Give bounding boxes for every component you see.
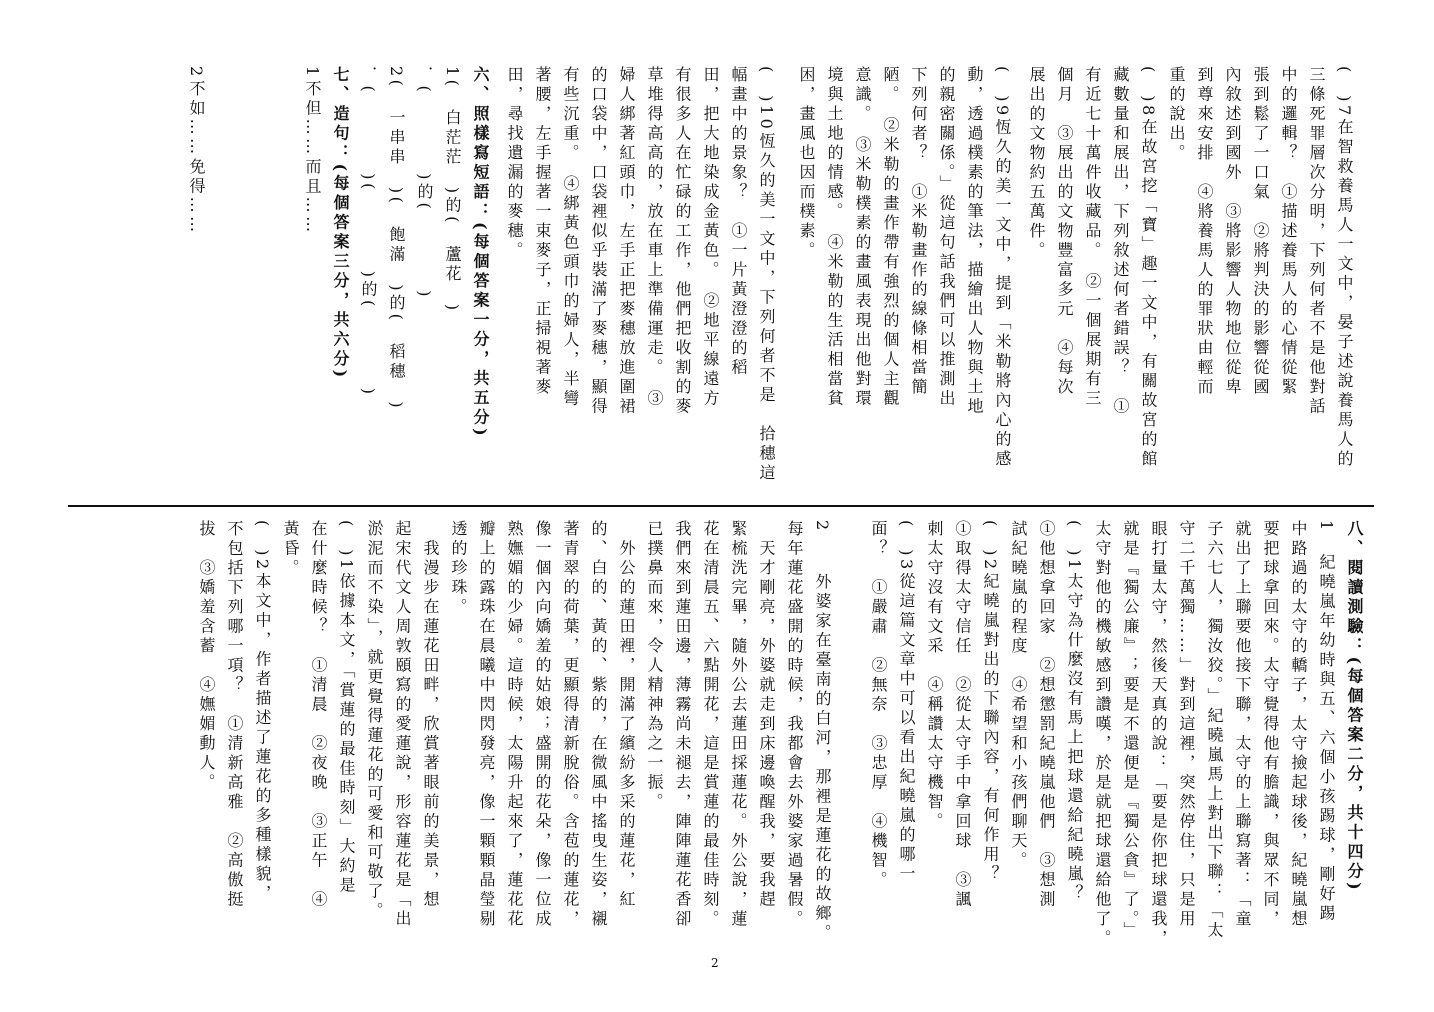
bottom-text-column: 花在清晨五、六點開花，這是賞蓮的最佳時刻。 (701, 520, 720, 930)
top-text-column: 1不但……而且…… (303, 66, 322, 236)
bottom-text-column: 刺太守沒有文采 ④稱讚太守機智。 (925, 520, 944, 832)
bottom-text-column: 熟嫵媚的少婦。這時候，太陽升起來了，蓮花花 (505, 520, 524, 930)
bottom-text-column: 瓣上的露珠在晨曦中閃閃發亮，像一顆顆晶瑩剔 (477, 520, 496, 930)
bottom-text-column: 我漫步在蓮花田畔，欣賞著眼前的美景，想 (421, 520, 440, 910)
bottom-text-column: 要把球拿回來。太守覺得他有膽識，與眾不同， (1261, 520, 1280, 930)
top-text-column: 2( 一串串 )( 飽滿 )的( 稻穗 ) (387, 66, 406, 412)
top-text-column: 個月 ③展出的文物豐富多元 ④每次 (1055, 66, 1074, 398)
top-text-column: ．( )( )的( ) (359, 66, 378, 398)
top-text-column: 田，把大地染成金黃色。 ②地平線遠方 (701, 66, 720, 409)
bottom-text-column: ①取得太守信任 ②從太守手中拿回球 ③諷 (953, 520, 972, 910)
bottom-text-column: 已撲鼻而來，令人精神為之一振。 (645, 520, 664, 813)
top-text-column: 2不如……免得…… (187, 66, 206, 236)
top-text-column: 有近七十萬件收藏品。 ②一個展期有三 (1083, 66, 1102, 409)
bottom-text-column: 像一個內向嬌羞的姑娘；盛開的花朵，像一位成 (533, 520, 552, 930)
bottom-text-column: 就是『獨公廉』；要是不還便是『獨公貪』了。」 (1121, 520, 1140, 941)
bottom-text-column: 拔 ③嬌羞含蓄 ④嫵媚動人。 (197, 520, 216, 793)
bottom-text-column: 起宋代文人周敦頤寫的愛蓮說，形容蓮花是「出 (393, 520, 412, 930)
bottom-text-column: 我們來到蓮田邊，薄霧尚未褪去，陣陣蓮花香卻 (673, 520, 692, 930)
top-text-column: 草堆得高高的，放在車上準備運走。 ③ (645, 66, 664, 409)
bottom-text-column: 面？ ①嚴肅 ②無奈 ③忠厚 ④機智。 (869, 520, 888, 891)
top-text-column: 展出的文物約五萬件。 (1027, 66, 1046, 261)
bottom-text-column: 八、閱讀測驗：(每個答案二分，共十四分) (1345, 520, 1364, 894)
bottom-text-column: 淤泥而不染」，就更覺得蓮花的可愛和可敬了。 (365, 520, 384, 922)
page-number: 2 (711, 956, 719, 970)
bottom-text-column: ①他想拿回家 ②想懲罰紀曉嵐他們 ③想測 (1037, 520, 1056, 910)
top-text-column: 動，透過樸素的筆法，描繪出人物與土地 (965, 66, 984, 417)
bottom-text-column: ( )1太守為什麼沒有馬上把球還給紀曉嵐？ (1065, 520, 1084, 905)
top-text-column: 重的說出。 (1167, 66, 1186, 164)
top-text-column: ．( )的( ) (415, 66, 434, 300)
top-text-column: 著腰，左手握著一束麥子，正掃視著麥 (533, 66, 552, 398)
bottom-text-column: 1 紀曉嵐年幼時與五、六個小孩踢球，剛好踢 (1317, 520, 1336, 924)
top-text-column: 到尊來安排 ④將養馬人的罪狀由輕而 (1195, 66, 1214, 398)
bottom-text-column: 太守對他的機敏感到讚嘆，於是就把球還給他了。 (1093, 520, 1112, 949)
top-text-column: ( )7在智救養馬人一文中，晏子述說養馬人的 (1335, 66, 1354, 470)
bottom-text-column: ( )2紀曉嵐對出的下聯內容，有何作用？ (981, 520, 1000, 885)
top-text-column: 三條死罪層次分明，下列何者不是他對話 (1307, 66, 1326, 417)
bottom-text-column: ( )3從這篇文章中可以看出紀曉嵐的哪一 (897, 520, 916, 885)
bottom-text-column: 每年蓮花盛開的時候，我都會去外婆家過暑假。 (785, 520, 804, 930)
top-text-column: 藏數量和展出，下列敘述何者錯誤？ ① (1111, 66, 1130, 417)
top-text-column: 陋。 ②米勒的畫作帶有強烈的個人主觀 (881, 66, 900, 409)
bottom-text-column: 著青翠的荷葉，更顯得清新脫俗。含苞的蓮花， (561, 520, 580, 930)
top-text-column: 境與土地的情感。 ④米勒的生活相當貧 (825, 66, 844, 409)
bottom-text-column: 就出了上聯要他接下聯，太守的上聯寫著：「童 (1233, 520, 1252, 930)
bottom-text-column: ( )1依據本文，「賞蓮的最佳時刻」大約是 (337, 520, 356, 897)
top-text-column: 幅畫中的景象？ ①一片黃澄澄的稻 (729, 66, 748, 378)
bottom-text-column: 的、白的、黃的、紫的，在微風中搖曳生姿，襯 (589, 520, 608, 930)
top-text-column: 下列何者？ ①米勒畫作的線條相當簡 (909, 66, 928, 398)
top-text-column: ( )9恆久的美一文中，提到「米勒將內心的感 (993, 66, 1012, 470)
bottom-text-column: 試紀曉嵐的程度 ④希望和小孩們聊天。 (1009, 520, 1028, 871)
top-text-column: 七、造句：(每個答案三分，共六分) (331, 66, 350, 381)
top-text-column: 意識。 ③米勒樸素的畫風表現出他對環 (853, 66, 872, 409)
top-text-column: 田，尋找遺漏的麥穗。 (505, 66, 524, 261)
bottom-text-column: 在什麼時候？ ①清晨 ②夜晚 ③正午 ④ (309, 520, 328, 910)
section-divider (68, 505, 1374, 507)
bottom-text-column: 天才剛亮，外婆就走到床邊喚醒我，要我趕 (757, 520, 776, 910)
bottom-text-column: 眼打量太守，然後天真的說：「要是你把球還我， (1149, 520, 1168, 949)
bottom-text-column: 中路過的太守的轎子，太守撿起球後，紀曉嵐想 (1289, 520, 1308, 930)
top-text-column: 中的邏輯？ ①描述養馬人的心情從緊 (1279, 66, 1298, 398)
top-text-column: 困，畫風也因而樸素。 (797, 66, 816, 261)
bottom-text-column: 黃昏。 (281, 520, 300, 579)
bottom-text-column: 子六七人，獨汝狡。」紀曉嵐馬上對出下聯：「太 (1205, 520, 1224, 941)
top-text-column: ( )8在故宮挖「寶」趣一文中，有關故宮的館 (1139, 66, 1158, 470)
top-text-column: 1( 白茫茫 )的( 蘆花 ) (443, 66, 462, 314)
bottom-text-column: ( )2本文中，作者描述了蓮花的多種樣貌， (253, 520, 272, 905)
top-text-column: 張到鬆了一口氣 ②將判決的影響從國 (1251, 66, 1270, 398)
bottom-text-column: 不包括下列哪一項？ ①清新高雅 ②高傲挺 (225, 520, 244, 910)
top-text-column: 有些沉重。 ④綁黃色頭巾的婦人，半彎 (561, 66, 580, 409)
top-text-column: 有很多人在忙碌的工作，他們把收割的麥 (673, 66, 692, 417)
bottom-text-column: 緊梳洗完畢，隨外公去蓮田採蓮花。外公說，蓮 (729, 520, 748, 930)
bottom-text-column: 外公的蓮田裡，開滿了繽紛多采的蓮花，紅 (617, 520, 636, 910)
top-text-column: 婦人綁著紅頭巾，左手正把麥穗放進圍裙 (617, 66, 636, 417)
top-text-column: 的口袋中，口袋裡似乎裝滿了麥穗，顯得 (589, 66, 608, 417)
bottom-text-column: 2 外婆家在臺南的白河，那裡是蓮花的故鄉。 (813, 520, 832, 944)
bottom-text-column: 透的珍珠。 (449, 520, 468, 618)
top-text-column: 內敘述到國外 ③將影響人物地位從卑 (1223, 66, 1242, 398)
top-text-column: ( )10恆久的美一文中，下列何者不是 拾穗這 (757, 66, 776, 484)
bottom-text-column: 守二千萬獨……」對到這裡，突然停住，只是用 (1177, 520, 1196, 930)
top-text-column: 六、照樣寫短語：(每個答案一分，共五分) (471, 66, 490, 440)
top-text-column: 的親密關係。」從這句話我們可以推測出 (937, 66, 956, 409)
